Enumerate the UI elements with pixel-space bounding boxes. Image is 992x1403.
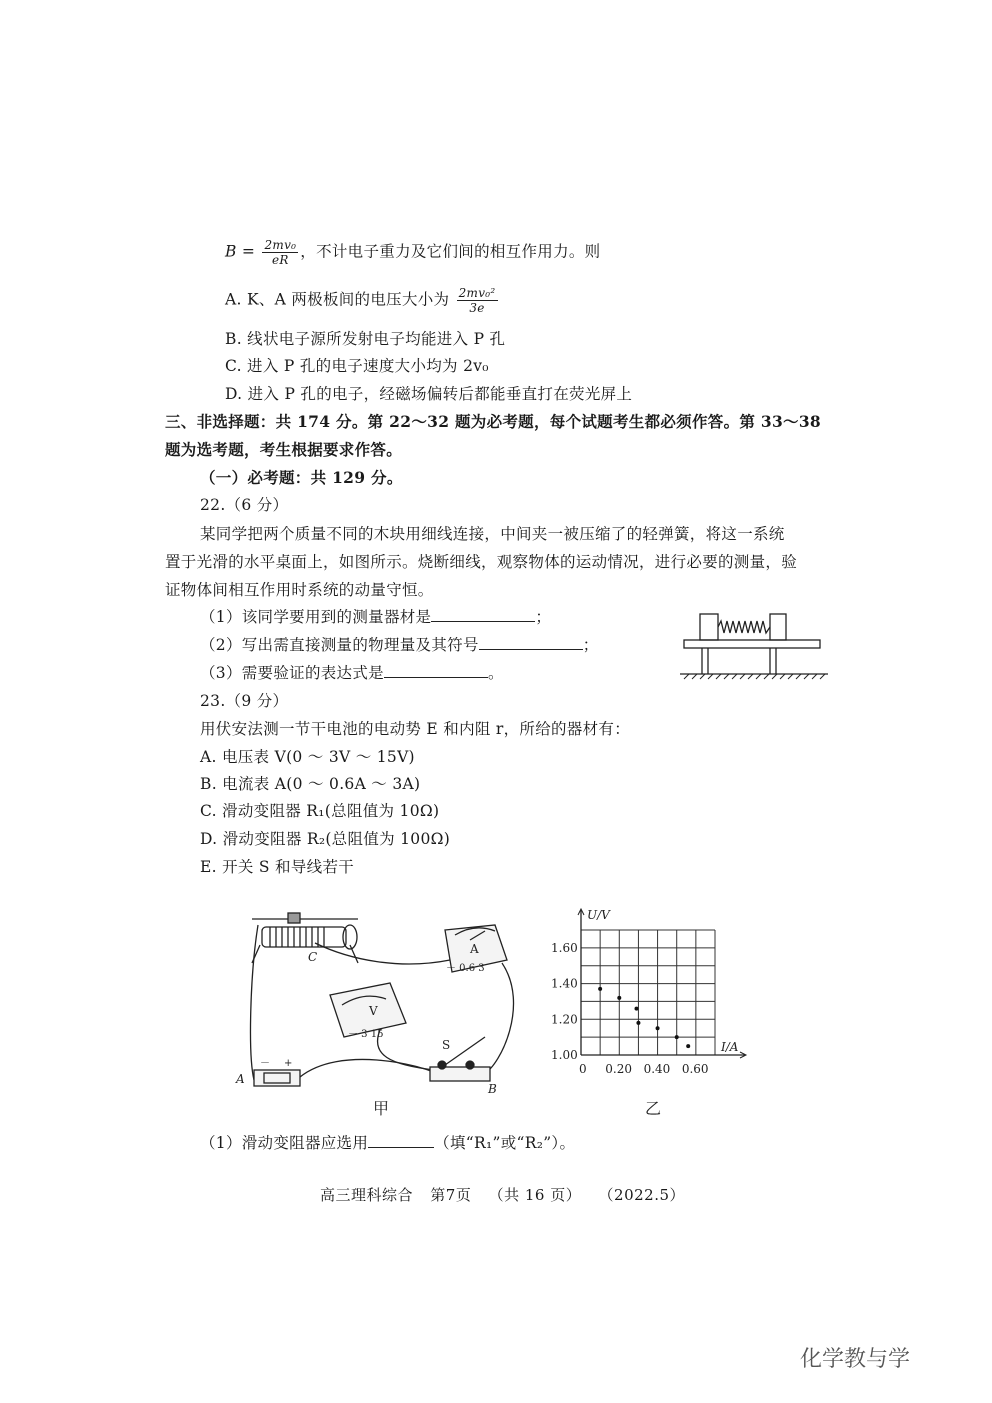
q23-item-b: B. 电流表 A(0 ～ 0.6A ～ 3A) <box>200 775 421 793</box>
ammeter-terminals: － 0.6 3 <box>446 963 485 974</box>
chart-tick-labels <box>551 941 709 1076</box>
footer-date: （2022.5） <box>598 1186 686 1204</box>
y-tick-label: 1.20 <box>551 1012 578 1027</box>
compressed-spring <box>718 621 770 633</box>
rheostat <box>252 913 358 963</box>
formula-b-lhs: B = <box>225 242 256 261</box>
y-tick-label: 1.40 <box>551 976 578 991</box>
q23-answer-blank-1 <box>368 1133 434 1148</box>
q23-item-d: D. 滑动变阻器 R₂(总阻值为 100Ω) <box>200 830 451 848</box>
tabletop <box>684 640 820 648</box>
page-footer <box>320 1184 697 1205</box>
option-d: D. 进入 P 孔的电子，经磁场偏转后都能垂直打在荧光屏上 <box>225 385 633 403</box>
option-a: A. K、A 两极板间的电压大小为 $\frac{\text{2mv₀²}}{3e}$ <box>225 286 496 315</box>
spring-blocks-figure <box>678 612 830 680</box>
footer-subject: 高三理科综合 <box>320 1186 414 1204</box>
left-block <box>700 614 718 640</box>
y-tick-label: 1.60 <box>551 940 578 955</box>
option-a-fraction: $\frac{\text{2mv₀²}}{3e}$ <box>458 286 496 315</box>
q22-sub-3: （3）需要验证的表达式是 。 <box>200 664 504 682</box>
formula-b-fraction: $\frac{\text{2mv₀}}{eR}$ <box>264 238 297 267</box>
formula-b-line: B = $\frac{\text{2mv₀}}{eR}$ ，不计电子重力及它们间的相互作用力。则 <box>225 238 601 267</box>
data-point <box>598 987 602 991</box>
label-c: C <box>308 950 318 964</box>
ammeter-letter: A <box>470 942 479 956</box>
label-s: S <box>442 1038 451 1052</box>
wire-right <box>485 963 514 1073</box>
right-block <box>770 614 786 640</box>
data-point <box>656 1026 660 1030</box>
data-point <box>675 1035 679 1039</box>
wire-bottom <box>300 1059 435 1077</box>
q23-item-a: A. 电压表 V(0 ～ 3V ～ 15V) <box>200 748 415 766</box>
q23-sub-1: （1）滑动变阻器应选用 （填“R₁”或“R₂”）。 <box>200 1134 576 1152</box>
x-tick-label: 0.40 <box>643 1062 671 1076</box>
chart-x-axis-label: I/A <box>721 1040 739 1054</box>
battery-minus: － <box>260 1058 270 1069</box>
q22-answer-blank-3 <box>384 663 488 678</box>
option-c: C. 进入 P 孔的电子速度大小均为 2v₀ <box>225 357 489 375</box>
footer-total: （共 16 页） <box>488 1186 582 1204</box>
q23-intro: 用伏安法测一节干电池的电动势 E 和内阻 r，所给的器材有： <box>200 720 631 738</box>
q22-answer-blank-1 <box>431 607 535 622</box>
circuit-figure <box>230 905 530 1120</box>
x-tick-label: 0.60 <box>681 1062 709 1076</box>
figure-yi-caption: 乙 <box>645 1099 662 1118</box>
q23-item-e: E. 开关 S 和导线若干 <box>200 858 355 876</box>
data-point <box>617 996 621 1000</box>
label-b: B <box>488 1082 497 1096</box>
q22-sub-2: （2）写出需直接测量的物理量及其符号 ； <box>200 636 599 654</box>
chart-grid <box>581 930 715 1055</box>
figure-jia-caption: 甲 <box>373 1099 390 1118</box>
q22-answer-blank-2 <box>479 635 583 650</box>
q23-heading: 23.（9 分） <box>200 692 289 710</box>
q22-sub-1: （1）该同学要用到的测量器材是 ； <box>200 608 552 626</box>
data-point <box>635 1007 639 1011</box>
chart-origin-label: 0 <box>579 1062 587 1076</box>
u-i-chart <box>545 905 755 1120</box>
q22-heading: 22.（6 分） <box>200 496 289 514</box>
q23-item-c: C. 滑动变阻器 R₁(总阻值为 10Ω) <box>200 802 440 820</box>
data-point <box>636 1021 640 1025</box>
wire-top <box>315 943 450 964</box>
voltmeter-terminals: － 3 15 <box>348 1029 384 1040</box>
x-tick-label: 0.20 <box>605 1062 633 1076</box>
switch <box>430 1037 490 1081</box>
section-heading-line2: 题为选考题，考生根据要求作答。 <box>165 440 403 459</box>
data-point <box>686 1044 690 1048</box>
section-heading-line1: 三、非选择题：共 174 分。第 22～32 题为必考题，每个试题考生都必须作答。第 33～38 <box>165 412 822 431</box>
option-b: B. 线状电子源所发射电子均能进入 P 孔 <box>225 330 506 348</box>
wire-left <box>251 925 258 1080</box>
footer-page: 第7页 <box>430 1186 472 1204</box>
q22-para-1: 某同学把两个质量不同的木块用细线连接，中间夹一被压缩了的轻弹簧，将这一系统 <box>200 525 785 543</box>
q22-para-3: 证物体间相互作用时系统的动量守恒。 <box>165 581 434 599</box>
label-a: A <box>236 1072 245 1086</box>
y-tick-label: 1.00 <box>551 1048 578 1062</box>
chart-y-axis-label: U/V <box>587 908 610 922</box>
battery <box>254 1070 300 1086</box>
voltmeter-letter: V <box>369 1004 378 1018</box>
battery-plus: + <box>284 1058 293 1069</box>
required-subheading: （一）必考题：共 129 分。 <box>200 468 403 487</box>
q22-para-2: 置于光滑的水平桌面上，如图所示。烧断细线，观察物体的运动情况，进行必要的测量，验 <box>165 553 798 571</box>
watermark: 化学教与学 <box>800 1347 911 1372</box>
